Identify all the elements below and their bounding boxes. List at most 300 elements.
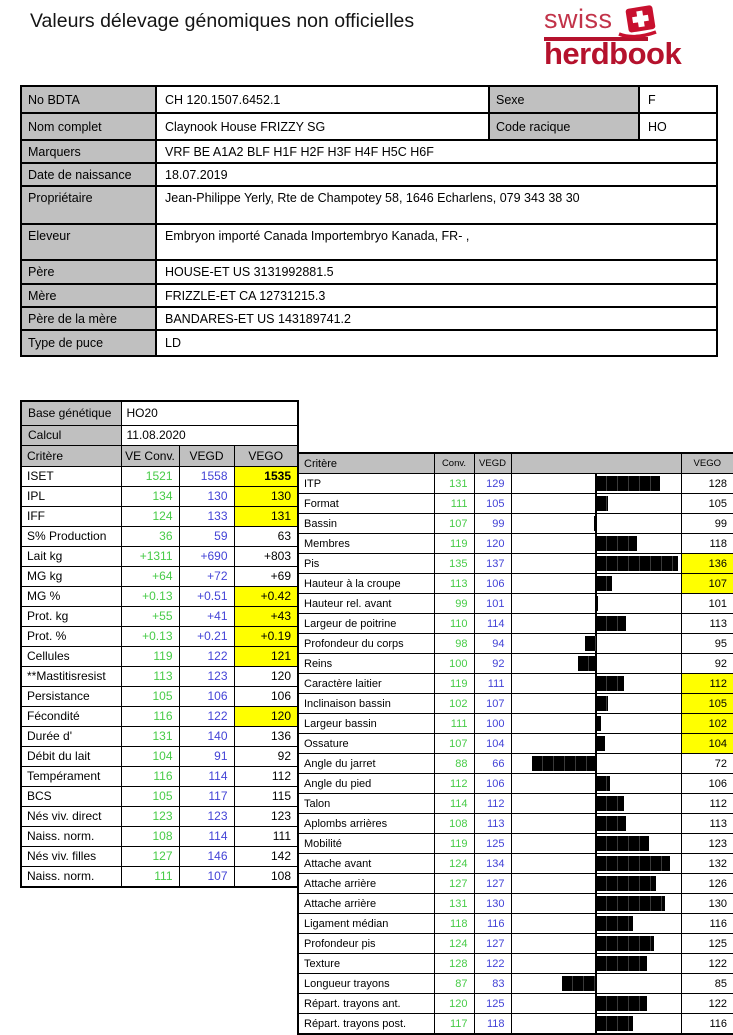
- info-label: Sexe: [489, 86, 639, 113]
- conv-value: 113: [121, 666, 179, 686]
- vego-value: 113: [681, 814, 733, 834]
- value-bar: [532, 756, 596, 771]
- trait-row: [298, 814, 733, 834]
- conv-value: 123: [121, 806, 179, 826]
- column-header: VE Conv.: [121, 445, 179, 466]
- genetic-values-table-right: [297, 452, 733, 1035]
- info-row: [21, 260, 717, 284]
- vego-value: 125: [681, 934, 733, 954]
- vego-value: 72: [681, 754, 733, 774]
- bar-cell: [511, 874, 681, 894]
- conv-value: 131: [121, 726, 179, 746]
- vego-value: 92: [681, 654, 733, 674]
- trait-row: [298, 534, 733, 554]
- logo-top-row: [544, 4, 726, 38]
- criterion-label: Lait kg: [21, 546, 121, 566]
- criterion-label: Prot. %: [21, 626, 121, 646]
- column-header: VEGO: [234, 445, 298, 466]
- criterion-label: Hauteur rel. avant: [298, 594, 434, 614]
- trait-row: [298, 974, 733, 994]
- criterion-label: Inclinaison bassin: [298, 694, 434, 714]
- info-value: 18.07.2019: [156, 163, 717, 186]
- trait-row: [21, 766, 298, 786]
- vego-value: 120: [234, 666, 298, 686]
- vegd-value: 114: [179, 766, 234, 786]
- conv-value: 127: [434, 874, 474, 894]
- trait-row: [21, 606, 298, 626]
- info-label: No BDTA: [21, 86, 156, 113]
- trait-row: [21, 806, 298, 826]
- trait-row: [21, 826, 298, 846]
- value-bar: [596, 616, 626, 631]
- trait-row: [21, 666, 298, 686]
- vego-value: 105: [681, 494, 733, 514]
- value-bar: [596, 956, 647, 971]
- vego-value: 111: [234, 826, 298, 846]
- trait-row: [298, 674, 733, 694]
- vegd-value: 134: [474, 854, 511, 874]
- criterion-label: Profondeur du corps: [298, 634, 434, 654]
- info-label: Code racique: [489, 113, 639, 140]
- conv-value: 1521: [121, 466, 179, 486]
- vegd-value: 130: [474, 894, 511, 914]
- criterion-label: Largeur bassin: [298, 714, 434, 734]
- trait-row: [21, 546, 298, 566]
- trait-row: [298, 1014, 733, 1035]
- bar-cell: [511, 714, 681, 734]
- vego-value: 123: [681, 834, 733, 854]
- vego-value: 63: [234, 526, 298, 546]
- criterion-label: IPL: [21, 486, 121, 506]
- trait-row: [298, 994, 733, 1014]
- conv-value: +55: [121, 606, 179, 626]
- vego-value: 132: [681, 854, 733, 874]
- conv-value: 112: [434, 774, 474, 794]
- trait-row: [21, 486, 298, 506]
- trait-row: [21, 786, 298, 806]
- info-row: [21, 113, 717, 140]
- criterion-label: Cellules: [21, 646, 121, 666]
- bar-cell: [511, 594, 681, 614]
- conv-value: 118: [434, 914, 474, 934]
- vego-value: 142: [234, 846, 298, 866]
- vegd-value: 125: [474, 834, 511, 854]
- vego-value: 113: [681, 614, 733, 634]
- bar-cell: [511, 834, 681, 854]
- value-bar: [596, 1016, 633, 1031]
- criterion-label: Fécondité: [21, 706, 121, 726]
- criterion-label: IFF: [21, 506, 121, 526]
- conv-value: 108: [121, 826, 179, 846]
- vego-value: 136: [234, 726, 298, 746]
- trait-row: [298, 774, 733, 794]
- column-header: Critère: [298, 453, 434, 474]
- vego-value: 123: [234, 806, 298, 826]
- vegd-value: 106: [179, 686, 234, 706]
- conv-value: 104: [121, 746, 179, 766]
- vego-value: +69: [234, 566, 298, 586]
- logo: [544, 4, 726, 69]
- column-header: VEGD: [474, 453, 511, 474]
- vego-value: 105: [681, 694, 733, 714]
- conv-value: 131: [434, 474, 474, 494]
- criterion-label: Pis: [298, 554, 434, 574]
- trait-row: [298, 494, 733, 514]
- logo-herdbook-text: herdbook: [544, 36, 682, 71]
- trait-row: [298, 714, 733, 734]
- conv-value: 110: [434, 614, 474, 634]
- trait-row: [298, 874, 733, 894]
- vegd-value: 99: [474, 514, 511, 534]
- vego-value: 92: [234, 746, 298, 766]
- animal-info-table: [20, 85, 718, 357]
- info-value: HOUSE-ET US 3131992881.5: [156, 260, 717, 284]
- vego-value: 130: [234, 486, 298, 506]
- vegd-value: 112: [474, 794, 511, 814]
- bar-cell: [511, 474, 681, 494]
- trait-row: [21, 866, 298, 887]
- value-bar: [596, 876, 656, 891]
- criterion-label: Bassin: [298, 514, 434, 534]
- vegd-value: 59: [179, 526, 234, 546]
- vegd-value: 66: [474, 754, 511, 774]
- conv-value: 124: [434, 854, 474, 874]
- info-value: FRIZZLE-ET CA 12731215.3: [156, 284, 717, 307]
- conv-value: +0.13: [121, 586, 179, 606]
- vego-value: 85: [681, 974, 733, 994]
- vegd-value: 100: [474, 714, 511, 734]
- value-bar: [596, 736, 605, 751]
- info-row: [21, 330, 717, 356]
- vego-value: 136: [681, 554, 733, 574]
- info-value: Jean-Philippe Yerly, Rte de Champotey 58, 1646 Echarlens, 079 343 38 30: [156, 186, 717, 224]
- bar-cell: [511, 974, 681, 994]
- conv-value: 135: [434, 554, 474, 574]
- conv-value: 105: [121, 786, 179, 806]
- info-row: [21, 224, 717, 260]
- trait-row: [21, 526, 298, 546]
- info-value: BANDARES-ET US 143189741.2: [156, 307, 717, 330]
- vego-value: 128: [681, 474, 733, 494]
- info-value: CH 120.1507.6452.1: [156, 86, 489, 113]
- conv-value: 119: [434, 534, 474, 554]
- info-value: F: [639, 86, 717, 113]
- criterion-label: Naiss. norm.: [21, 826, 121, 846]
- vegd-value: 127: [474, 934, 511, 954]
- criterion-label: Persistance: [21, 686, 121, 706]
- value-bar: [596, 556, 678, 571]
- criterion-label: Largeur de poitrine: [298, 614, 434, 634]
- info-row: [21, 140, 717, 163]
- vegd-value: 107: [474, 694, 511, 714]
- trait-row: [21, 566, 298, 586]
- trait-row: [21, 746, 298, 766]
- calcul-row: [21, 425, 298, 445]
- vegd-value: 129: [474, 474, 511, 494]
- value-bar: [596, 596, 598, 611]
- criterion-label: S% Production: [21, 526, 121, 546]
- vegd-value: 106: [474, 774, 511, 794]
- value-bar: [594, 516, 596, 531]
- bar-cell: [511, 914, 681, 934]
- info-label: Date de naissance: [21, 163, 156, 186]
- conv-value: 119: [434, 674, 474, 694]
- info-label: Mère: [21, 284, 156, 307]
- value-bar: [578, 656, 596, 671]
- calcul-label: Calcul: [21, 425, 121, 445]
- vego-value: +43: [234, 606, 298, 626]
- vego-value: 102: [681, 714, 733, 734]
- vegd-value: 117: [179, 786, 234, 806]
- value-bar: [596, 576, 612, 591]
- conv-value: 120: [434, 994, 474, 1014]
- criterion-label: Angle du pied: [298, 774, 434, 794]
- trait-row: [298, 574, 733, 594]
- conv-value: 114: [434, 794, 474, 814]
- criterion-label: BCS: [21, 786, 121, 806]
- vegd-value: +72: [179, 566, 234, 586]
- bar-cell: [511, 674, 681, 694]
- conv-value: 124: [121, 506, 179, 526]
- conv-value: 102: [434, 694, 474, 714]
- conv-value: 134: [121, 486, 179, 506]
- value-bar: [596, 796, 624, 811]
- vego-value: 120: [234, 706, 298, 726]
- trait-row: [298, 734, 733, 754]
- criterion-label: Nés viv. filles: [21, 846, 121, 866]
- value-bar: [596, 896, 665, 911]
- bar-cell: [511, 994, 681, 1014]
- trait-row: [298, 954, 733, 974]
- vego-value: 130: [681, 894, 733, 914]
- criterion-label: Membres: [298, 534, 434, 554]
- trait-row: [298, 554, 733, 574]
- trait-row: [21, 506, 298, 526]
- conv-value: 111: [434, 494, 474, 514]
- info-label: Nom complet: [21, 113, 156, 140]
- conv-value: 119: [434, 834, 474, 854]
- bar-cell: [511, 694, 681, 714]
- bar-cell: [511, 554, 681, 574]
- vegd-value: 94: [474, 634, 511, 654]
- conv-value: +0.13: [121, 626, 179, 646]
- vegd-value: 101: [474, 594, 511, 614]
- vego-value: 115: [234, 786, 298, 806]
- value-bar: [596, 696, 608, 711]
- criterion-label: Reins: [298, 654, 434, 674]
- trait-row: [298, 694, 733, 714]
- vegd-value: 111: [474, 674, 511, 694]
- trait-row: [298, 834, 733, 854]
- trait-row: [298, 794, 733, 814]
- value-bar: [596, 836, 649, 851]
- vego-value: +0.42: [234, 586, 298, 606]
- info-label: Eleveur: [21, 224, 156, 260]
- vego-value: 116: [681, 1014, 733, 1035]
- value-bar: [596, 496, 608, 511]
- conv-value: 98: [434, 634, 474, 654]
- value-bar: [596, 916, 633, 931]
- vego-value: +0.19: [234, 626, 298, 646]
- criterion-label: MG %: [21, 586, 121, 606]
- conv-value: 99: [434, 594, 474, 614]
- trait-row: [298, 754, 733, 774]
- conv-value: 119: [121, 646, 179, 666]
- info-value: LD: [156, 330, 717, 356]
- logo-swiss-text: swiss: [544, 4, 613, 34]
- conv-value: 116: [121, 766, 179, 786]
- bar-cell: [511, 634, 681, 654]
- conv-value: 108: [434, 814, 474, 834]
- vego-value: 131: [234, 506, 298, 526]
- value-bar: [585, 636, 597, 651]
- conv-value: 87: [434, 974, 474, 994]
- info-row: [21, 307, 717, 330]
- criterion-label: Débit du lait: [21, 746, 121, 766]
- vegd-value: 116: [474, 914, 511, 934]
- vego-value: 112: [681, 674, 733, 694]
- vegd-value: 123: [179, 806, 234, 826]
- bar-cell: [511, 894, 681, 914]
- vegd-value: 123: [179, 666, 234, 686]
- info-value: VRF BE A1A2 BLF H1F H2F H3F H4F H5C H6F: [156, 140, 717, 163]
- criterion-label: Attache arrière: [298, 874, 434, 894]
- criterion-label: Prot. kg: [21, 606, 121, 626]
- conv-value: 128: [434, 954, 474, 974]
- base-genetique-row: [21, 401, 298, 425]
- info-label: Père de la mère: [21, 307, 156, 330]
- vego-value: +803: [234, 546, 298, 566]
- value-bar: [596, 536, 637, 551]
- vegd-value: +690: [179, 546, 234, 566]
- vegd-value: 122: [179, 646, 234, 666]
- info-row: [21, 284, 717, 307]
- criterion-label: Répart. trayons post.: [298, 1014, 434, 1035]
- conv-value: +1311: [121, 546, 179, 566]
- vego-value: 106: [681, 774, 733, 794]
- criterion-label: Nés viv. direct: [21, 806, 121, 826]
- vegd-value: +0.21: [179, 626, 234, 646]
- vegd-value: 114: [474, 614, 511, 634]
- left-header-row: [21, 445, 298, 466]
- criterion-label: ITP: [298, 474, 434, 494]
- vego-value: 116: [681, 914, 733, 934]
- trait-row: [298, 634, 733, 654]
- vegd-value: 130: [179, 486, 234, 506]
- vegd-value: 127: [474, 874, 511, 894]
- info-row: [21, 186, 717, 224]
- trait-row: [21, 726, 298, 746]
- trait-row: [21, 626, 298, 646]
- column-header: Conv.: [434, 453, 474, 474]
- vegd-value: +41: [179, 606, 234, 626]
- vegd-value: 140: [179, 726, 234, 746]
- criterion-label: Attache avant: [298, 854, 434, 874]
- criterion-label: Attache arrière: [298, 894, 434, 914]
- trait-row: [298, 854, 733, 874]
- bar-cell: [511, 494, 681, 514]
- base-genetique-label: Base génétique: [21, 401, 121, 425]
- vegd-value: 92: [474, 654, 511, 674]
- trait-row: [21, 586, 298, 606]
- column-header: Critère: [21, 445, 121, 466]
- bar-cell: [511, 654, 681, 674]
- vegd-value: 114: [179, 826, 234, 846]
- criterion-label: Hauteur à la croupe: [298, 574, 434, 594]
- criterion-label: Texture: [298, 954, 434, 974]
- conv-value: 105: [121, 686, 179, 706]
- right-header-row: [298, 453, 733, 474]
- vego-value: 122: [681, 954, 733, 974]
- vegd-value: 120: [474, 534, 511, 554]
- trait-row: [298, 934, 733, 954]
- bar-cell: [511, 794, 681, 814]
- bar-cell: [511, 614, 681, 634]
- vego-value: 118: [681, 534, 733, 554]
- criterion-label: Ossature: [298, 734, 434, 754]
- criterion-label: **Mastitisresist: [21, 666, 121, 686]
- trait-row: [21, 466, 298, 486]
- info-value: Embryon importé Canada Importembryo Kanada, FR- ,: [156, 224, 717, 260]
- vegd-value: 83: [474, 974, 511, 994]
- info-row: [21, 163, 717, 186]
- column-header: VEGO: [681, 453, 733, 474]
- criterion-label: Répart. trayons ant.: [298, 994, 434, 1014]
- vego-value: 108: [234, 866, 298, 887]
- conv-value: 127: [121, 846, 179, 866]
- value-bar: [596, 936, 654, 951]
- criterion-label: Longueur trayons: [298, 974, 434, 994]
- trait-row: [298, 514, 733, 534]
- vego-value: 106: [234, 686, 298, 706]
- criterion-label: Tempérament: [21, 766, 121, 786]
- trait-row: [21, 706, 298, 726]
- vegd-value: 137: [474, 554, 511, 574]
- conv-value: 107: [434, 734, 474, 754]
- conv-value: +64: [121, 566, 179, 586]
- info-row: [21, 86, 717, 113]
- bar-cell: [511, 954, 681, 974]
- info-label: Marquers: [21, 140, 156, 163]
- vegd-value: 105: [474, 494, 511, 514]
- vegd-value: 1558: [179, 466, 234, 486]
- vego-value: 104: [681, 734, 733, 754]
- vegd-value: 107: [179, 866, 234, 887]
- criterion-label: Talon: [298, 794, 434, 814]
- vego-value: 126: [681, 874, 733, 894]
- trait-row: [21, 846, 298, 866]
- value-bar: [596, 856, 670, 871]
- conv-value: 111: [121, 866, 179, 887]
- vego-value: 95: [681, 634, 733, 654]
- conv-value: 111: [434, 714, 474, 734]
- info-label: Propriétaire: [21, 186, 156, 224]
- value-bar: [596, 996, 647, 1011]
- conv-value: 116: [121, 706, 179, 726]
- criterion-label: Aplombs arrières: [298, 814, 434, 834]
- bar-cell: [511, 774, 681, 794]
- vegd-value: 146: [179, 846, 234, 866]
- vego-value: 107: [681, 574, 733, 594]
- bar-cell: [511, 534, 681, 554]
- criterion-label: Caractère laitier: [298, 674, 434, 694]
- conv-value: 117: [434, 1014, 474, 1035]
- vego-value: 121: [234, 646, 298, 666]
- value-bar: [596, 776, 610, 791]
- vego-value: 99: [681, 514, 733, 534]
- vego-value: 122: [681, 994, 733, 1014]
- criterion-label: Ligament médian: [298, 914, 434, 934]
